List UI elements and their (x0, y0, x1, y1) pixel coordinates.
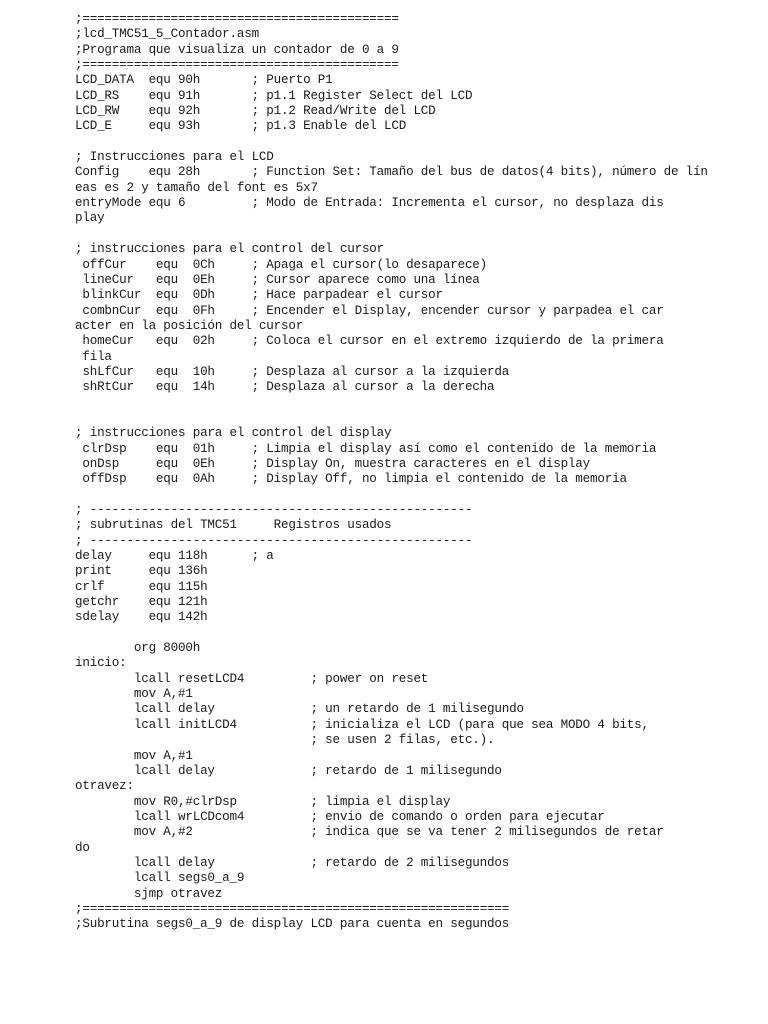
code-line: mov A,#2 ; indica que se va tener 2 milisegundos de retar (75, 825, 664, 840)
code-line: do (75, 840, 90, 855)
code-line: entryMode equ 6 ; Modo de Entrada: Incrementa el cursor, no desplaza dis (75, 196, 664, 211)
code-line (75, 411, 755, 426)
code-line: ; instrucciones para el control del cursor (75, 242, 385, 257)
code-line (75, 488, 755, 503)
code-line: blinkCur equ 0Dh ; Hace parpadear el cursor (75, 288, 443, 303)
code-line: ; ---------------------------------------------------- (75, 533, 473, 548)
code-line: lineCur equ 0Eh ; Cursor aparece como una línea (75, 272, 480, 287)
code-line (75, 227, 755, 242)
code-line: delay equ 118h ; a (75, 549, 274, 564)
code-line: lcall resetLCD4 ; power on reset (75, 671, 429, 686)
code-line: offDsp equ 0Ah ; Display Off, no limpia el contenido de la memoria (75, 472, 627, 487)
code-line: mov A,#1 (75, 687, 193, 702)
code-line: fila (75, 349, 112, 364)
code-line: ; subrutinas del TMC51 Registros usados (75, 518, 392, 533)
code-line: LCD_RW equ 92h ; p1.2 Read/Write del LCD (75, 104, 436, 119)
code-line: lcall segs0_a_9 (75, 871, 245, 886)
code-line: otravez: (75, 779, 134, 794)
code-line: lcall initLCD4 ; inicializa el LCD (para que sea MODO 4 bits, (75, 717, 649, 732)
code-line: ; se usen 2 filas, etc.). (75, 733, 495, 748)
code-line: LCD_RS equ 91h ; p1.1 Register Select del LCD (75, 88, 473, 103)
code-line: ;lcd_TMC51_5_Contador.asm (75, 27, 259, 42)
code-line: onDsp equ 0Eh ; Display On, muestra caracteres en el display (75, 456, 591, 471)
code-line (75, 135, 755, 150)
code-line: lcall delay ; retardo de 2 milisegundos (75, 855, 510, 870)
code-line: LCD_DATA equ 90h ; Puerto P1 (75, 73, 333, 88)
code-line: ;Subrutina segs0_a_9 de display LCD para cuenta en segundos (75, 917, 510, 932)
code-line: shLfCur equ 10h ; Desplaza al cursor a la izquierda (75, 364, 510, 379)
code-line (75, 396, 755, 411)
code-line: ;=========================================== (75, 58, 399, 73)
code-line: lcall wrLCDcom4 ; envio de comando o orden para ejecutar (75, 809, 605, 824)
code-line: homeCur equ 02h ; Coloca el cursor en el extremo izquierdo de la primera (75, 334, 664, 349)
code-line: org 8000h (75, 641, 201, 656)
code-line: ;=========================================== (75, 12, 399, 26)
code-line: sdelay equ 142h (75, 610, 208, 625)
code-line: sjmp otravez (75, 886, 223, 901)
code-line: lcall delay ; un retardo de 1 milisegundo (75, 702, 524, 717)
code-line: combnCur equ 0Fh ; Encender el Display, encender cursor y parpadea el car (75, 303, 664, 318)
code-line: ; instrucciones para el control del display (75, 426, 392, 441)
code-line: acter en la posición del cursor (75, 318, 304, 333)
code-line: clrDsp equ 01h ; Limpia el display así como el contenido de la memoria (75, 441, 657, 456)
code-line: ;Programa que visualiza un contador de 0 a 9 (75, 42, 399, 57)
code-line (75, 626, 755, 641)
code-line: mov R0,#clrDsp ; limpia el display (75, 794, 451, 809)
code-line: ; Instrucciones para el LCD (75, 150, 274, 165)
code-line: play (75, 211, 105, 226)
code-line: Config equ 28h ; Function Set: Tamaño del bus de datos(4 bits), número de lín (75, 165, 708, 180)
code-line: eas es 2 y tamaño del font es 5x7 (75, 180, 318, 195)
code-line: lcall delay ; retardo de 1 milisegundo (75, 763, 502, 778)
code-line: LCD_E equ 93h ; p1.3 Enable del LCD (75, 119, 407, 134)
code-line: crlf equ 115h (75, 579, 208, 594)
code-line: mov A,#1 (75, 748, 193, 763)
code-line: ; ---------------------------------------------------- (75, 503, 473, 517)
code-line: inicio: (75, 656, 127, 671)
code-line: ;========================================================== (75, 901, 510, 916)
code-listing (75, 12, 755, 933)
code-line: print equ 136h (75, 564, 208, 579)
code-line: shRtCur equ 14h ; Desplaza al cursor a la derecha (75, 380, 495, 395)
code-line: getchr equ 121h (75, 595, 208, 610)
code-line: offCur equ 0Ch ; Apaga el cursor(lo desaparece) (75, 257, 488, 272)
